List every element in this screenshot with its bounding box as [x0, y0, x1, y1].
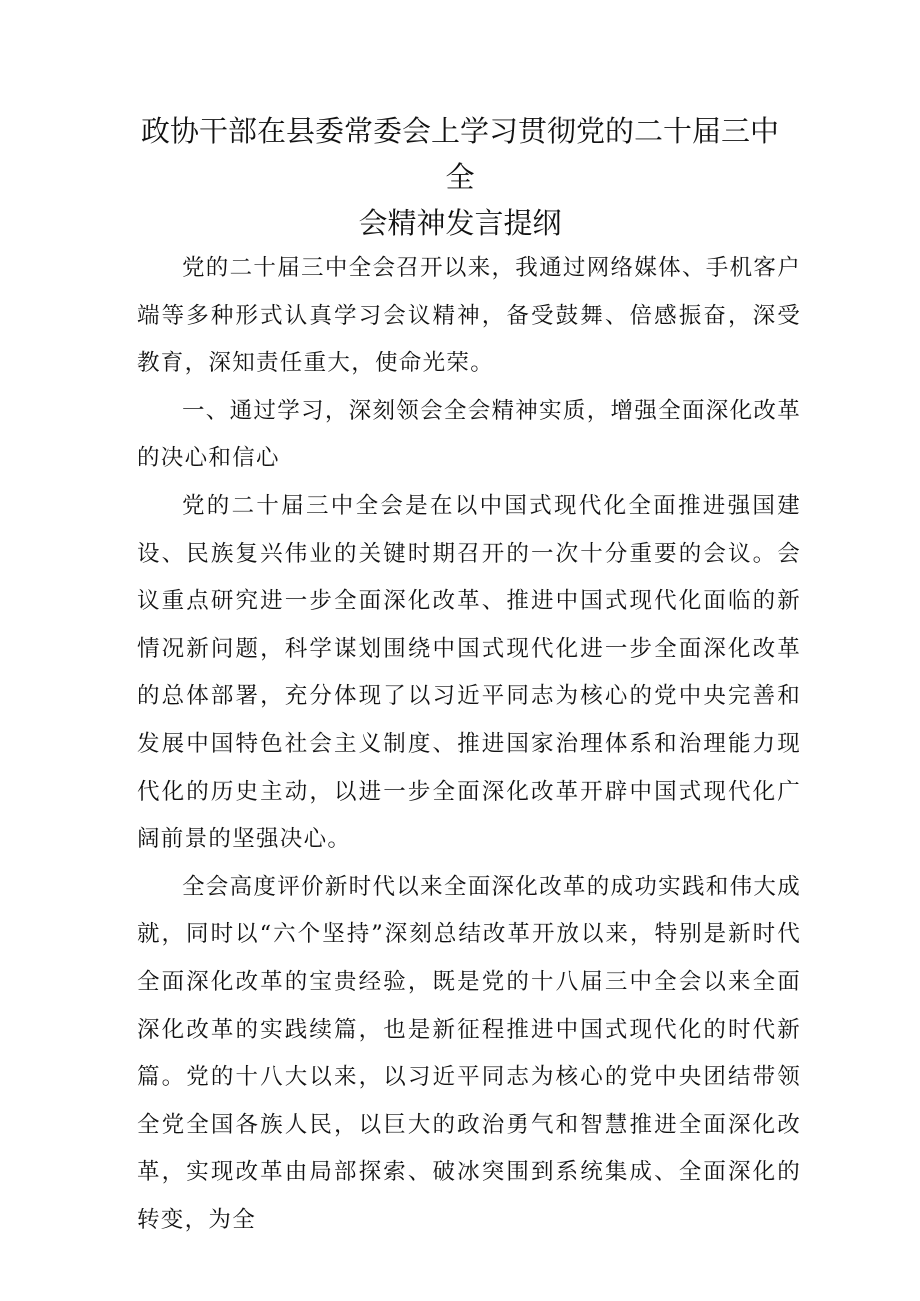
paragraph-reform-achievements: 全会高度评价新时代以来全面深化改革的成功实践和伟大成就，同时以“六个坚持”深刻总结改革开放以来，特别是新时代全面深化改革的宝贵经验，既是党的十八届三中全会以来全面深化改革的实践续篇，也是新征程推进中国式现代化的时代新篇。党的十八大以来，以习近平同志为核心的党中央团结带领全党全国各族人民，以巨大的政治勇气和智慧推进全面深化改革，实现改革由局部探索、破冰突围到系统集成、全面深化的转变，为全 [137, 873, 801, 1233]
section-heading-1: 一、通过学习，深刻领会全会精神实质，增强全面深化改革的决心和信心 [137, 397, 801, 472]
document-body [137, 245, 801, 1244]
paragraph-plenum-significance: 党的二十届三中全会是在以中国式现代化全面推进强国建设、民族复兴伟业的关键时期召开的一次十分重要的会议。会议重点研究进一步全面深化改革、推进中国式现代化面临的新情况新问题，科学谋划围绕中国式现代化进一步全面深化改革的总体部署，充分体现了以习近平同志为核心的党中央完善和发展中国特色社会主义制度、推进国家治理体系和治理能力现代化的历史主动，以进一步全面深化改革开辟中国式现代化广阔前景的坚强决心。 [137, 492, 801, 853]
paragraph-intro: 党的二十届三中全会召开以来，我通过网络媒体、手机客户端等多种形式认真学习会议精神，备受鼓舞、倍感振奋，深受教育，深知责任重大，使命光荣。 [137, 255, 801, 377]
title-line-1: 政协干部在县委常委会上学习贯彻党的二十届三中全 [140, 114, 779, 194]
title-line-2: 会精神发言提纲 [358, 206, 562, 240]
document-title [140, 108, 780, 246]
